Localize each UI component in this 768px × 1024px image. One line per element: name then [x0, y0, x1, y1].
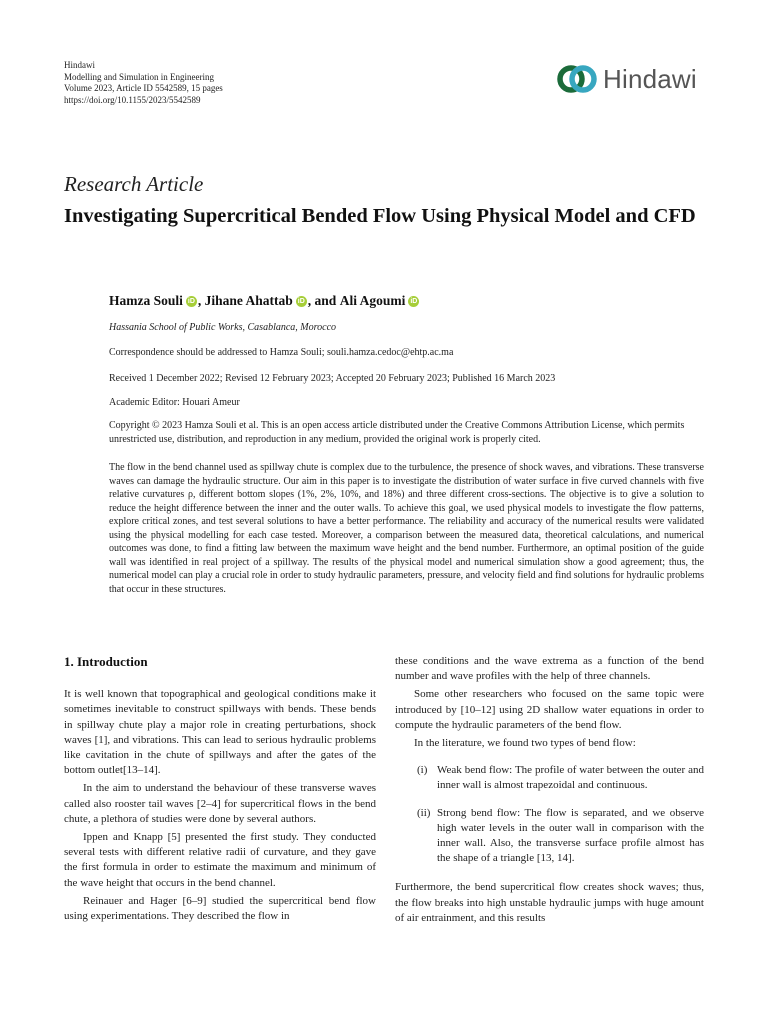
- hindawi-logo[interactable]: [557, 62, 697, 96]
- orcid-icon[interactable]: iD: [187, 297, 195, 305]
- abstract: The flow in the bend channel used as spillway chute is complex due to the turbulence, the presence of shock waves, and vibrations. These transverse waves can damage the hydraulic structure. Our aim in this paper is to investigate the distribution of water surface in five curved channels with five relative curvatures ρ, different bottom slopes (1%, 2%, 10%, and 18%) and three different cross-sections. The objective is to give a solution to reduce the height difference between the inner and the outer walls. To achieve this goal, we used physical models to investigate the flow patterns, explore critical zones, and test several solutions to have a better performance. The reliability and accuracy of the numerical results were validated using the physical modelling for each case tested. Moreover, a comparison between the measured data, theoretical calculations, and numerical outcomes was done, to find a fitting law between the maximum wave height and the bend number. Furthermore, an optimal position of the guide wall was identified in real project of a spillway. The results of the physical model and numerical simulation show a good agreement; thus, the numerical model can play a crucial role in order to study hydraulic parameters, pressure, and velocity field and find solutions for hydraulic problems that occur in these structures.: [109, 462, 704, 595]
- body-column-left: [64, 654, 376, 924]
- body-paragraph: Ippen and Knapp [5] presented the first study. They conducted several tests with different relative radii of curvature, and they gave the first formula in order to estimate the maximum and minimum of the wave height that occurs in the bend channel.: [64, 831, 376, 889]
- body-paragraph: Some other researchers who focused on the same topic were introduced by [10–12] using 2D shallow water equations in order to compute the hydraulic parameters of the bend flow.: [395, 688, 704, 731]
- body-paragraph: In the literature, we found two types of bend flow:: [414, 737, 636, 750]
- list-number: (ii): [417, 806, 431, 819]
- hindawi-logo-icon: [557, 62, 597, 96]
- author-separator: , and: [307, 293, 340, 308]
- author-name[interactable]: Hamza Souli: [109, 293, 183, 308]
- journal-metadata: [64, 60, 223, 106]
- copyright-notice: Copyright © 2023 Hamza Souli et al. This is an open access article distributed under the Creative Commons Attribution License, which permits unrestricted use, distribution, and reproduction in any medium, provided the original work is properly cited.: [109, 420, 685, 445]
- author-list: [109, 293, 420, 309]
- journal-name: Modelling and Simulation in Engineering: [64, 71, 214, 82]
- doi-link[interactable]: https://doi.org/10.1155/2023/5542589: [64, 94, 201, 105]
- logo-wordmark: Hindawi: [603, 63, 697, 94]
- publication-dates: Received 1 December 2022; Revised 12 February 2023; Accepted 20 February 2023; Published 16 March 2023: [109, 373, 556, 384]
- article-title: Investigating Supercritical Bended Flow Using Physical Model and CFD: [64, 205, 696, 227]
- body-paragraph: these conditions and the wave extrema as a function of the bend number and wave profiles with the help of three channels.: [395, 655, 704, 683]
- section-heading: 1. Introduction: [64, 654, 148, 669]
- author-name[interactable]: Ali Agoumi: [339, 293, 406, 308]
- author-separator: ,: [197, 293, 205, 308]
- list-text: Weak bend flow: The profile of water between the outer and inner wall is almost trapezoidal and continuous.: [437, 764, 704, 792]
- publisher-name: Hindawi: [64, 60, 95, 70]
- list-text: Strong bend flow: The flow is separated, and we observe high water levels in the outer wall in comparison with the inner wall. Also, the transverse surface profile almost has the shape of a triangle [13, 14].: [437, 806, 704, 865]
- author-name[interactable]: Jihane Ahattab: [204, 293, 293, 308]
- list-number: (i): [417, 764, 428, 777]
- orcid-icon[interactable]: iD: [297, 297, 305, 305]
- article-type: Research Article: [64, 172, 204, 196]
- body-paragraph: Reinauer and Hager [6–9] studied the supercritical bend flow using experimentations. They described the flow in: [64, 894, 376, 923]
- list-item: [395, 763, 704, 793]
- body-paragraph: It is well known that topographical and geological conditions make it sometimes inevitable to construct spillways with bends. These bends in spillway chute play a major role in creating perturbations, shock waves [1], and vibrations. This can lead to serious hydraulic problems like cavitation in the chute of spillways and after the gates of the bottom outlet[13–14].: [64, 688, 376, 777]
- affiliation: Hassania School of Public Works, Casablanca, Morocco: [109, 322, 337, 333]
- body-paragraph: Furthermore, the bend supercritical flow creates shock waves; thus, the flow breaks into high unstable hydraulic jumps with huge amount of air entrainment, and this results: [395, 881, 704, 924]
- academic-editor: Academic Editor: Houari Ameur: [109, 397, 240, 408]
- list-item: [395, 806, 704, 867]
- body-column-right: [395, 654, 704, 926]
- body-paragraph: In the aim to understand the behaviour of these transverse waves called also rooster tail waves [2–4] for supercritical flows in the bend chute, a plethora of studies were done by several authors.: [64, 782, 376, 825]
- orcid-icon[interactable]: iD: [410, 297, 418, 305]
- volume-info: Volume 2023, Article ID 5542589, 15 pages: [64, 83, 223, 93]
- correspondence: Correspondence should be addressed to Hamza Souli; souli.hamza.cedoc@ehtp.ac.ma: [109, 347, 454, 358]
